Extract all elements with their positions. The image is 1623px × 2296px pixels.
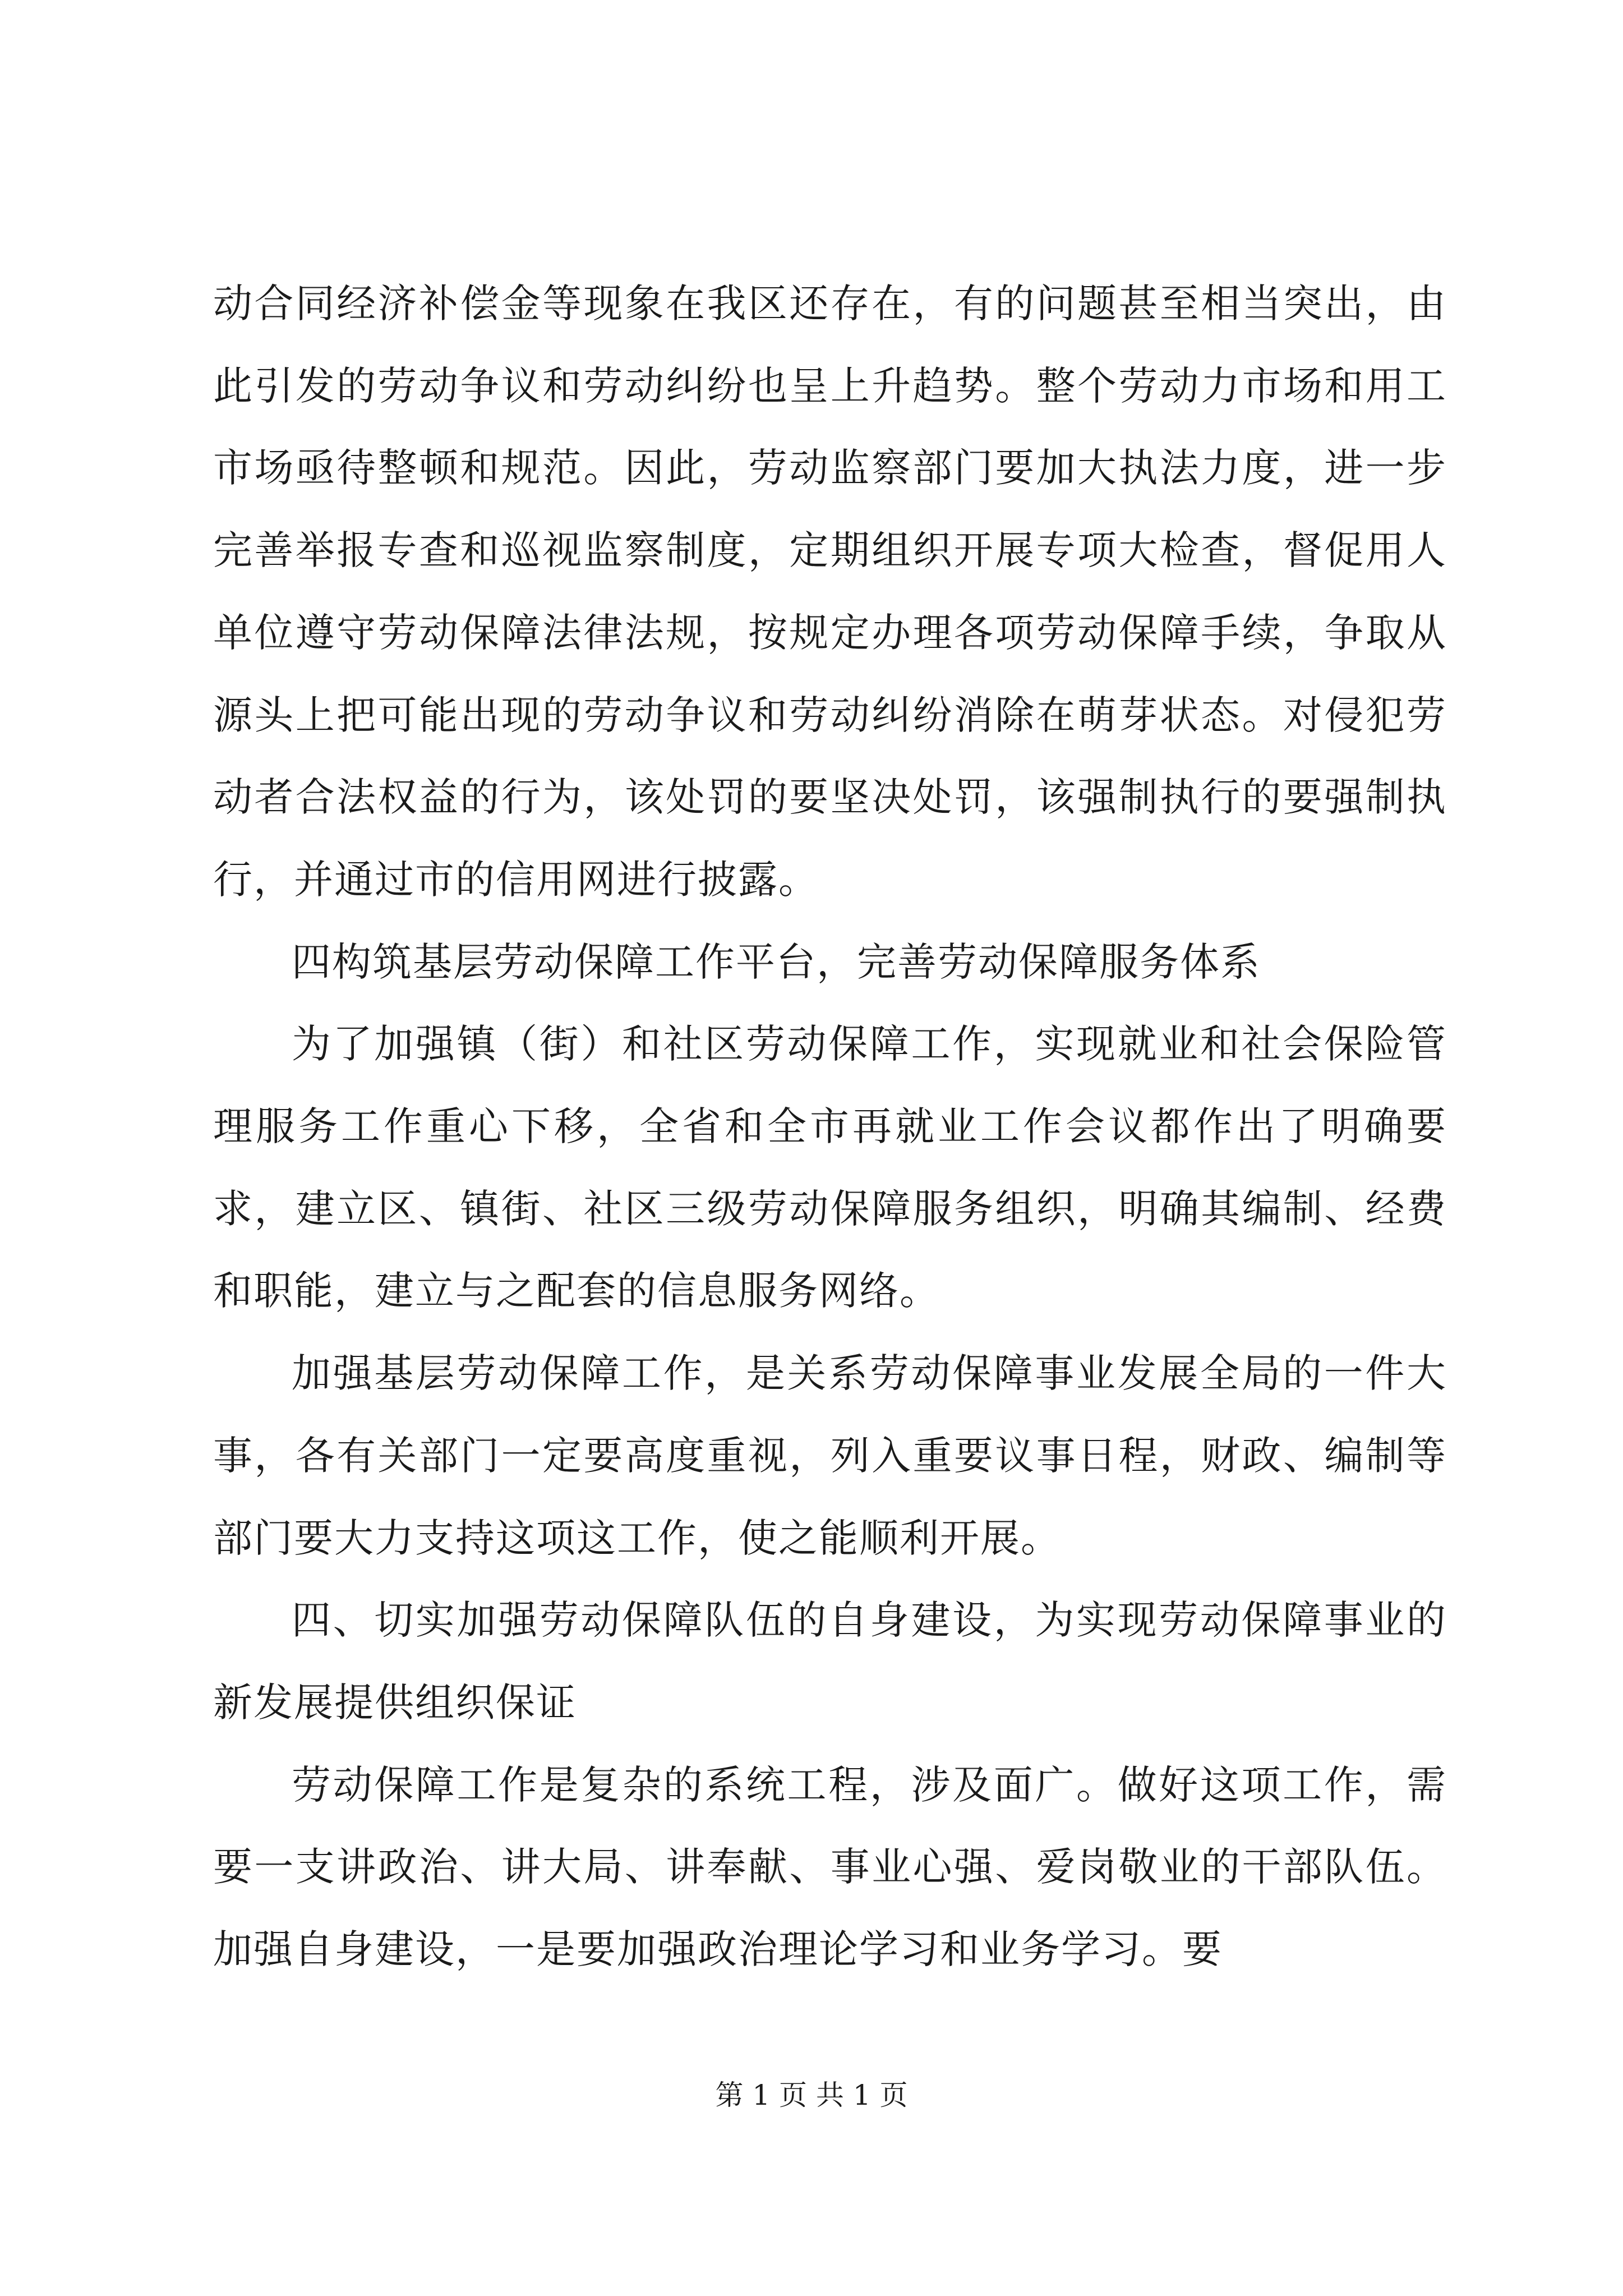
page-number-label: 第 1 页 共 1 页 — [715, 2079, 908, 2111]
section-heading-platform: 四构筑基层劳动保障工作平台，完善劳动保障服务体系 — [292, 938, 1261, 985]
paragraph-grassroots: 加强基层劳动保障工作，是关系劳动保障事业发展全局的一件大事，各有关部门一定要高度重视，列入重要议事日程，财政、编制等部门要大力支持这项这工作，使之能顺利开展。 — [213, 1350, 1447, 1561]
page-footer — [0, 2076, 1623, 2115]
paragraph-community-work: 为了加强镇（街）和社区劳动保障工作，实现就业和社会保险管理服务工作重心下移，全省和全市再就业工作会议都作出了明确要求，建立区、镇街、社区三级劳动保障服务组织，明确其编制、经费和职能，建立与之配套的信息服务网络。 — [213, 1021, 1447, 1314]
paragraph-continuation: 动合同经济补偿金等现象在我区还存在，有的问题甚至相当突出，由此引发的劳动争议和劳动纠纷也呈上升趋势。整个劳动力市场和用工市场亟待整顿和规范。因此，劳动监察部门要加大执法力度，进一步完善举报专查和巡视监察制度，定期组织开展专项大检查，督促用人单位遵守劳动保障法律法规，按规定办理各项劳动保障手续，争取从源头上把可能出现的劳动争议和劳动纠纷消除在萌芽状态。对侵犯劳动者合法权益的行为，该处罚的要坚决处罚，该强制执行的要强制执行，并通过市的信用网进行披露。 — [213, 280, 1447, 903]
document-body — [213, 263, 1447, 1991]
section-heading-team-building: 四、切实加强劳动保障队伍的自身建设，为实现劳动保障事业的新发展提供组织保证 — [213, 1597, 1447, 1726]
paragraph-team-building: 劳动保障工作是复杂的系统工程，涉及面广。做好这项工作，需要一支讲政治、讲大局、讲奉献、事业心强、爱岗敬业的干部队伍。加强自身建设，一是要加强政治理论学习和业务学习。要 — [213, 1761, 1447, 1973]
